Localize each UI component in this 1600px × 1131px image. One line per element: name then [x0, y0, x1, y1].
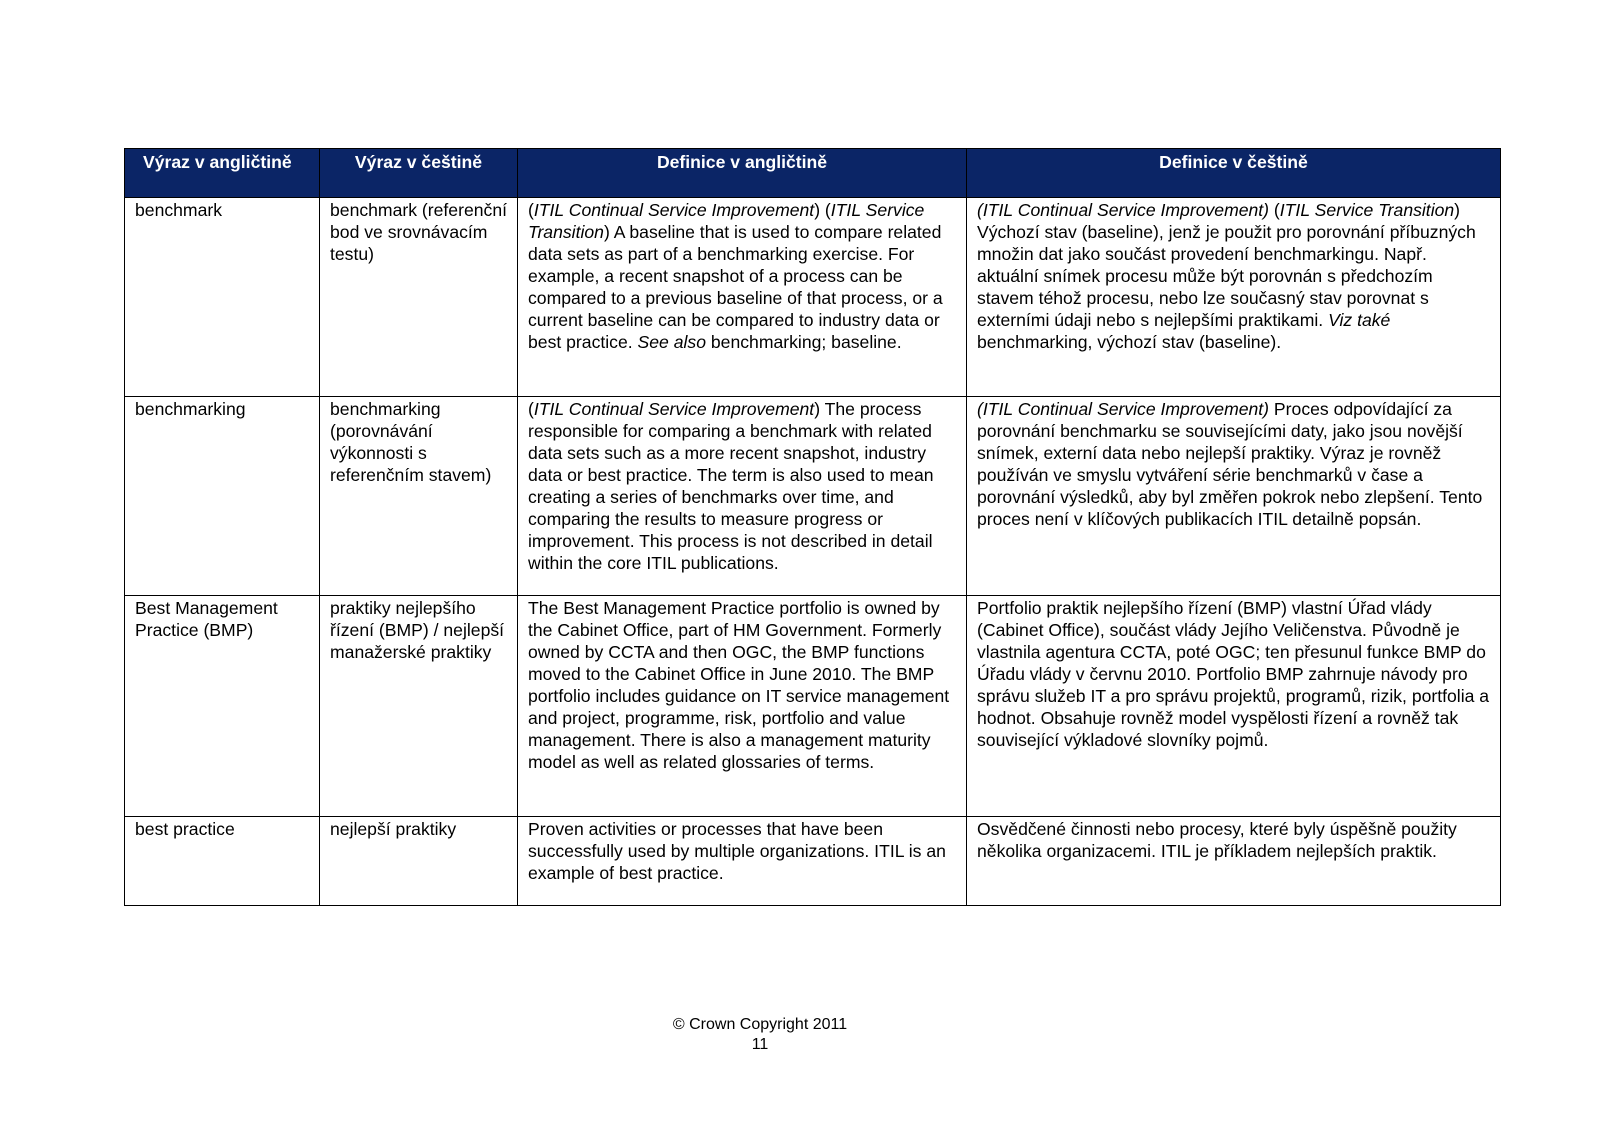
glossary-table-header	[125, 149, 1501, 198]
czech-definition-cell: Portfolio praktik nejlepšího řízení (BMP) vlastní Úřad vlády (Cabinet Office), součást vlády Jejího Veličenstva. Původně je vlastnila agentura CCTA, poté OGC; ten přesunul funkce BMP do Úřadu vlády v červnu 2010. Portfolio BMP zahrnuje návody pro správu služeb IT a pro správu projektů, programů, rizik, portfolia a hodnot. Obsahuje rovněž model vyspělosti řízení a rovněž tak související výkladové slovníky pojmů.	[967, 596, 1501, 817]
definition-italic: (ITIL Continual Service Improvement)	[977, 200, 1270, 220]
czech-term-cell: praktiky nejlepšího řízení (BMP) / nejlepší manažerské praktiky	[320, 596, 518, 817]
definition-italic: ITIL Service Transition	[528, 200, 925, 242]
glossary-table-body	[125, 198, 1501, 906]
english-definition-cell: (ITIL Continual Service Improvement) The process responsible for comparing a benchmark with related data sets such as a more recent snapshot, industry data or best practice. The term is also used to mean creating a series of benchmarks over time, and comparing the results to measure progress or improvement. This process is not described in detail within the core ITIL publications.	[518, 397, 967, 596]
header-english-term: Výraz v angličtině	[125, 149, 320, 198]
table-row	[125, 397, 1501, 596]
definition-text: (	[1269, 200, 1280, 220]
czech-definition-cell: Osvědčené činnosti nebo procesy, které byly úspěšně použity několika organizacemi. ITIL je příkladem nejlepších praktik.	[967, 817, 1501, 906]
header-czech-term: Výraz v češtině	[320, 149, 518, 198]
definition-text: ) A baseline that is used to compare related data sets as part of a benchmarking exercise. For example, a recent snapshot of a process can be compared to a previous baseline of that process, or a current baseline can be compared to industry data or best practice.	[528, 222, 943, 352]
definition-italic: Viz také	[1328, 310, 1391, 330]
header-row	[125, 149, 1501, 198]
definition-italic: ITIL Continual Service Improvement	[533, 200, 815, 220]
table-row	[125, 198, 1501, 397]
czech-term-cell: benchmark (referenční bod ve srovnávacím testu)	[320, 198, 518, 397]
header-english-definition: Definice v angličtině	[518, 149, 967, 198]
table-row	[125, 596, 1501, 817]
english-definition-cell: Proven activities or processes that have been successfully used by multiple organizations. ITIL is an example of best practice.	[518, 817, 967, 906]
copyright-notice: © Crown Copyright 2011	[672, 1016, 848, 1033]
english-term-cell: best practice	[125, 817, 320, 906]
definition-italic: ITIL Continual Service Improvement	[533, 399, 815, 419]
english-term-cell: benchmarking	[125, 397, 320, 596]
definition-text: benchmarking; baseline.	[706, 332, 902, 352]
english-term-cell: benchmark	[125, 198, 320, 397]
czech-definition-cell	[967, 397, 1501, 596]
definition-italic: See also	[637, 332, 706, 352]
czech-term-cell: nejlepší praktiky	[320, 817, 518, 906]
czech-definition-cell	[967, 198, 1501, 397]
definition-text: Proces odpovídající za porovnání benchmarku se souvisejícími daty, jako jsou novější snímek, externí data nebo nejlepší praktiky. Výraz je rovněž používán ve smyslu vytváření série benchmarků v čase a porovnání výsledků, aby byl změřen pokrok nebo zlepšení. Tento proces není v klíčových publikacích ITIL detailně popsán.	[977, 399, 1483, 529]
header-czech-definition: Definice v češtině	[967, 149, 1501, 198]
english-definition-cell: (ITIL Continual Service Improvement) (ITIL Service Transition) A baseline that is used to compare related data sets as part of a benchmarking exercise. For example, a recent snapshot of a process can be compared to a previous baseline of that process, or a current baseline can be compared to industry data or best practice. See also benchmarking; baseline.	[518, 198, 967, 397]
english-term-cell: Best Management Practice (BMP)	[125, 596, 320, 817]
czech-term-cell: benchmarking (porovnávání výkonnosti s referenčním stavem)	[320, 397, 518, 596]
definition-italic: (ITIL Continual Service Improvement)	[977, 399, 1270, 419]
table-row	[125, 817, 1501, 906]
definition-text: benchmarking, výchozí stav (baseline).	[977, 332, 1282, 352]
english-definition-cell: The Best Management Practice portfolio is owned by the Cabinet Office, part of HM Government. Formerly owned by CCTA and then OGC, the BMP functions moved to the Cabinet Office in June 2010. The BMP portfolio includes guidance on IT service management and project, programme, risk, portfolio and value management. There is also a management maturity model as well as related glossaries of terms.	[518, 596, 967, 817]
page-number: 11	[751, 1036, 769, 1053]
page-footer	[0, 1015, 1520, 1055]
definition-text: ) The process responsible for comparing a benchmark with related data sets such as a more recent snapshot, industry data or best practice. The term is also used to mean creating a series of benchmarks over time, and comparing the results to measure progress or improvement. This process is not described in detail within the core ITIL publications.	[528, 399, 934, 573]
definition-text: ) (	[814, 200, 831, 220]
definition-text: ) Výchozí stav (baseline), jenž je použit pro porovnání příbuzných množin dat jako součást provedení benchmarkingu. Např. aktuální snímek procesu může být porovnán s předchozím stavem téhož procesu, nebo lze současný stav porovnat s externími údaji nebo s nejlepšími praktikami.	[977, 200, 1476, 330]
glossary-table	[124, 148, 1501, 906]
definition-italic: ITIL Service Transition	[1279, 200, 1455, 220]
